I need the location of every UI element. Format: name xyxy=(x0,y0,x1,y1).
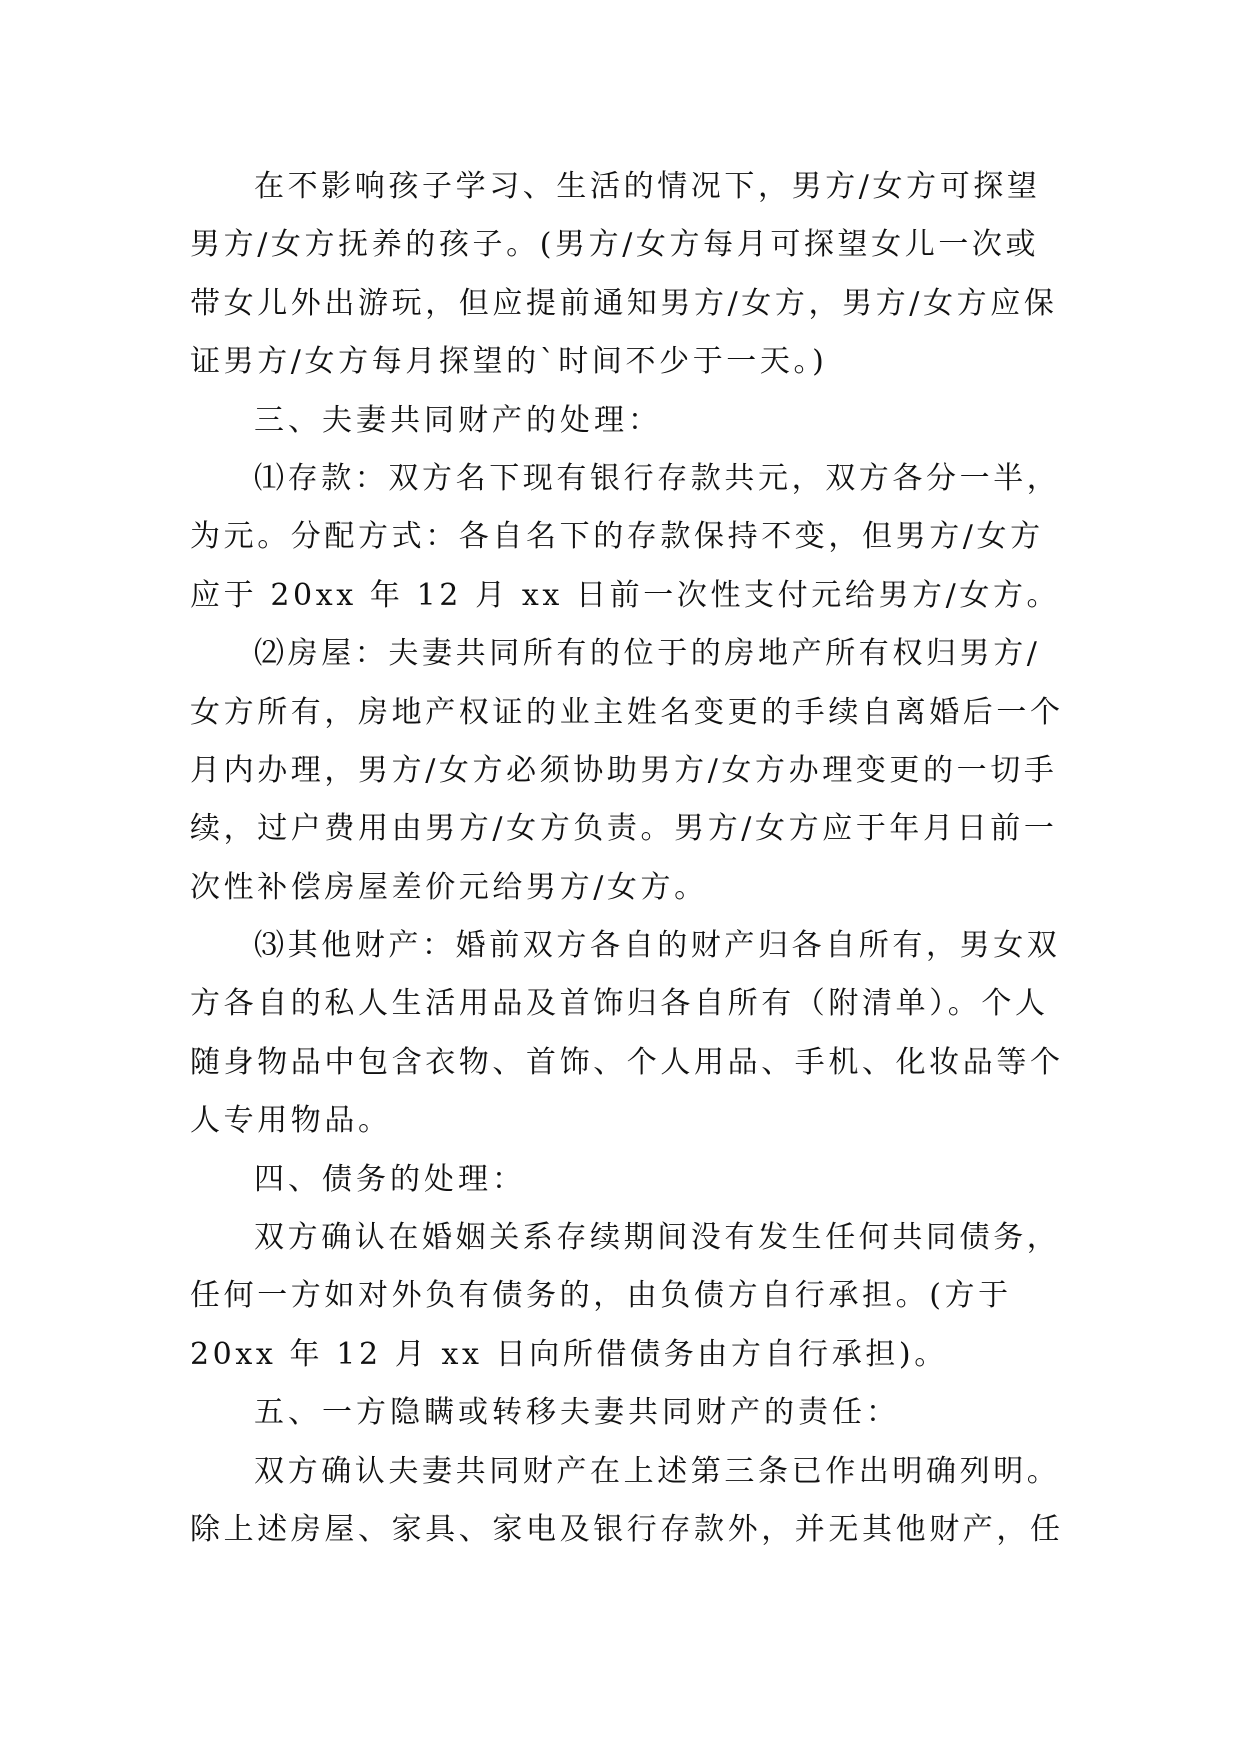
section-heading-property: 三、夫妻共同财产的处理： xyxy=(254,402,662,438)
paragraph-line: 方各自的私人生活用品及首饰归各自所有（附清单）。个人 xyxy=(190,986,1049,1022)
paragraph-line: ⑴存款：双方名下现有银行存款共元，双方各分一半， xyxy=(254,460,1061,496)
paragraph-line: 月内办理，男方/女方必须协助男方/女方办理变更的一切手 xyxy=(190,752,1058,788)
paragraph-line: ⑶其他财产：婚前双方各自的财产归各自所有，男女双 xyxy=(254,928,1061,964)
paragraph-line: 除上述房屋、家具、家电及银行存款外，并无其他财产，任 xyxy=(190,1511,1064,1547)
paragraph-line: 带女儿外出游玩，但应提前通知男方/女方，男方/女方应保 xyxy=(190,285,1058,321)
paragraph-line: 应于 20xx 年 12 月 xx 日前一次性支付元给男方/女方。 xyxy=(190,577,1061,613)
document-body xyxy=(190,158,1064,1559)
section-heading-debt: 四、债务的处理： xyxy=(254,1161,526,1197)
paragraph-line: 证男方/女方每月探望的`时间不少于一天。) xyxy=(190,344,828,380)
paragraph-line: 随身物品中包含衣物、首饰、个人用品、手机、化妆品等个 xyxy=(190,1044,1064,1080)
paragraph-line: 20xx 年 12 月 xx 日向所借债务由方自行承担)。 xyxy=(190,1336,948,1372)
paragraph-line: 为元。分配方式：各自名下的存款保持不变，但男方/女方 xyxy=(190,519,1044,555)
paragraph-line: 次性补偿房屋差价元给男方/女方。 xyxy=(190,869,708,905)
paragraph-line: 在不影响孩子学习、生活的情况下，男方/女方可探望 xyxy=(254,169,1041,204)
paragraph-line: 双方确认夫妻共同财产在上述第三条已作出明确列明。 xyxy=(254,1453,1061,1489)
paragraph-line: 双方确认在婚姻关系存续期间没有发生任何共同债务， xyxy=(254,1220,1061,1256)
section-heading-concealment: 五、一方隐瞒或转移夫妻共同财产的责任： xyxy=(254,1395,900,1431)
paragraph-line: 续，过户费用由男方/女方负责。男方/女方应于年月日前一 xyxy=(190,811,1058,847)
paragraph-line: ⑵房屋：夫妻共同所有的位于的房地产所有权归男方/ xyxy=(254,636,1041,672)
paragraph-line: 男方/女方抚养的孩子。(男方/女方每月可探望女儿一次或 xyxy=(190,227,1040,263)
paragraph-line: 人专用物品。 xyxy=(190,1103,392,1139)
paragraph-line: 任何一方如对外负有债务的，由负债方自行承担。(方于 xyxy=(190,1278,1012,1314)
paragraph-line: 女方所有，房地产权证的业主姓名变更的手续自离婚后一个 xyxy=(190,694,1064,730)
